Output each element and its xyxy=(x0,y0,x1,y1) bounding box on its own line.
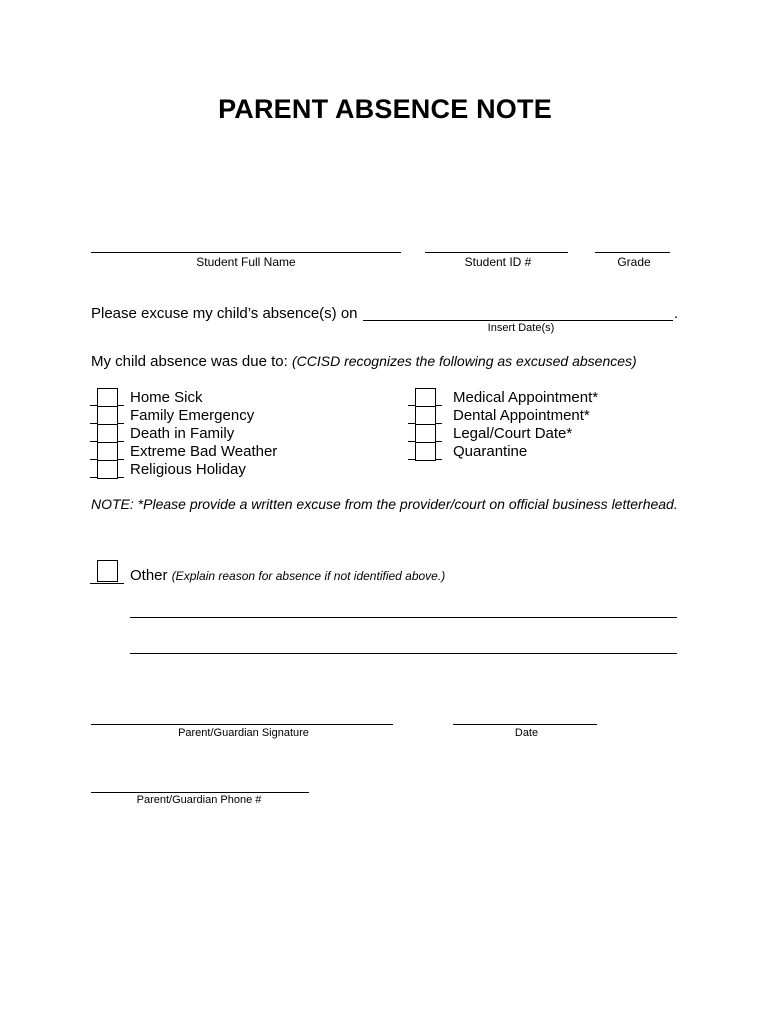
checkbox-medical-appointment[interactable] xyxy=(415,388,436,407)
grade-field[interactable] xyxy=(595,252,670,253)
grade-caption: Grade xyxy=(617,255,651,269)
checkbox-religious-holiday[interactable] xyxy=(97,460,118,479)
checkbox-home-sick[interactable] xyxy=(97,388,118,407)
excuse-suffix: . xyxy=(674,305,679,322)
other-reason-line-2[interactable] xyxy=(130,653,677,654)
student-id-caption: Student ID # xyxy=(464,255,532,269)
date-caption: Insert Date(s) xyxy=(487,322,555,334)
checkbox-dental-appointment[interactable] xyxy=(415,406,436,425)
reason-header xyxy=(91,353,637,370)
other-hint: (Explain reason for absence if not identified above.) xyxy=(171,569,446,583)
checkbox-extreme-bad-weather[interactable] xyxy=(97,442,118,461)
option-extreme-bad-weather: Extreme Bad Weather xyxy=(130,443,278,460)
student-name-field[interactable] xyxy=(91,252,401,253)
student-name-caption: Student Full Name xyxy=(196,255,296,269)
reason-lead: My child absence was due to: xyxy=(91,353,288,370)
option-quarantine: Quarantine xyxy=(453,443,528,460)
checkbox-family-emergency[interactable] xyxy=(97,406,118,425)
checkbox-other[interactable] xyxy=(97,560,118,582)
option-religious-holiday: Religious Holiday xyxy=(130,461,246,478)
letterhead-note: NOTE: *Please provide a written excuse from the provider/court on official business letterhead. xyxy=(91,496,678,512)
option-home-sick: Home Sick xyxy=(130,389,203,406)
option-death-in-family: Death in Family xyxy=(130,425,235,442)
other-label: Other xyxy=(130,567,168,584)
parent-signature-caption: Parent/Guardian Signature xyxy=(178,727,309,739)
excuse-prefix: Please excuse my child’s absence(s) on xyxy=(91,305,358,322)
option-medical-appointment: Medical Appointment* xyxy=(453,389,599,406)
checkbox-legal-court-date[interactable] xyxy=(415,424,436,443)
parent-signature-field[interactable] xyxy=(91,724,393,725)
option-family-emergency: Family Emergency xyxy=(130,407,255,424)
student-id-field[interactable] xyxy=(425,252,568,253)
checkbox-death-in-family[interactable] xyxy=(97,424,118,443)
option-dental-appointment: Dental Appointment* xyxy=(453,407,590,424)
other-reason-line-1[interactable] xyxy=(130,617,677,618)
option-legal-court-date: Legal/Court Date* xyxy=(453,425,573,442)
page-title: PARENT ABSENCE NOTE xyxy=(218,94,552,124)
checkbox-quarantine[interactable] xyxy=(415,442,436,461)
parent-phone-field[interactable] xyxy=(91,792,309,793)
parent-phone-caption: Parent/Guardian Phone # xyxy=(136,794,262,806)
reason-note: (CCISD recognizes the following as excused absences) xyxy=(291,353,637,369)
other-row xyxy=(130,567,445,584)
absence-date-field[interactable] xyxy=(363,320,673,321)
signature-date-field[interactable] xyxy=(453,724,597,725)
signature-date-caption: Date xyxy=(514,727,539,739)
